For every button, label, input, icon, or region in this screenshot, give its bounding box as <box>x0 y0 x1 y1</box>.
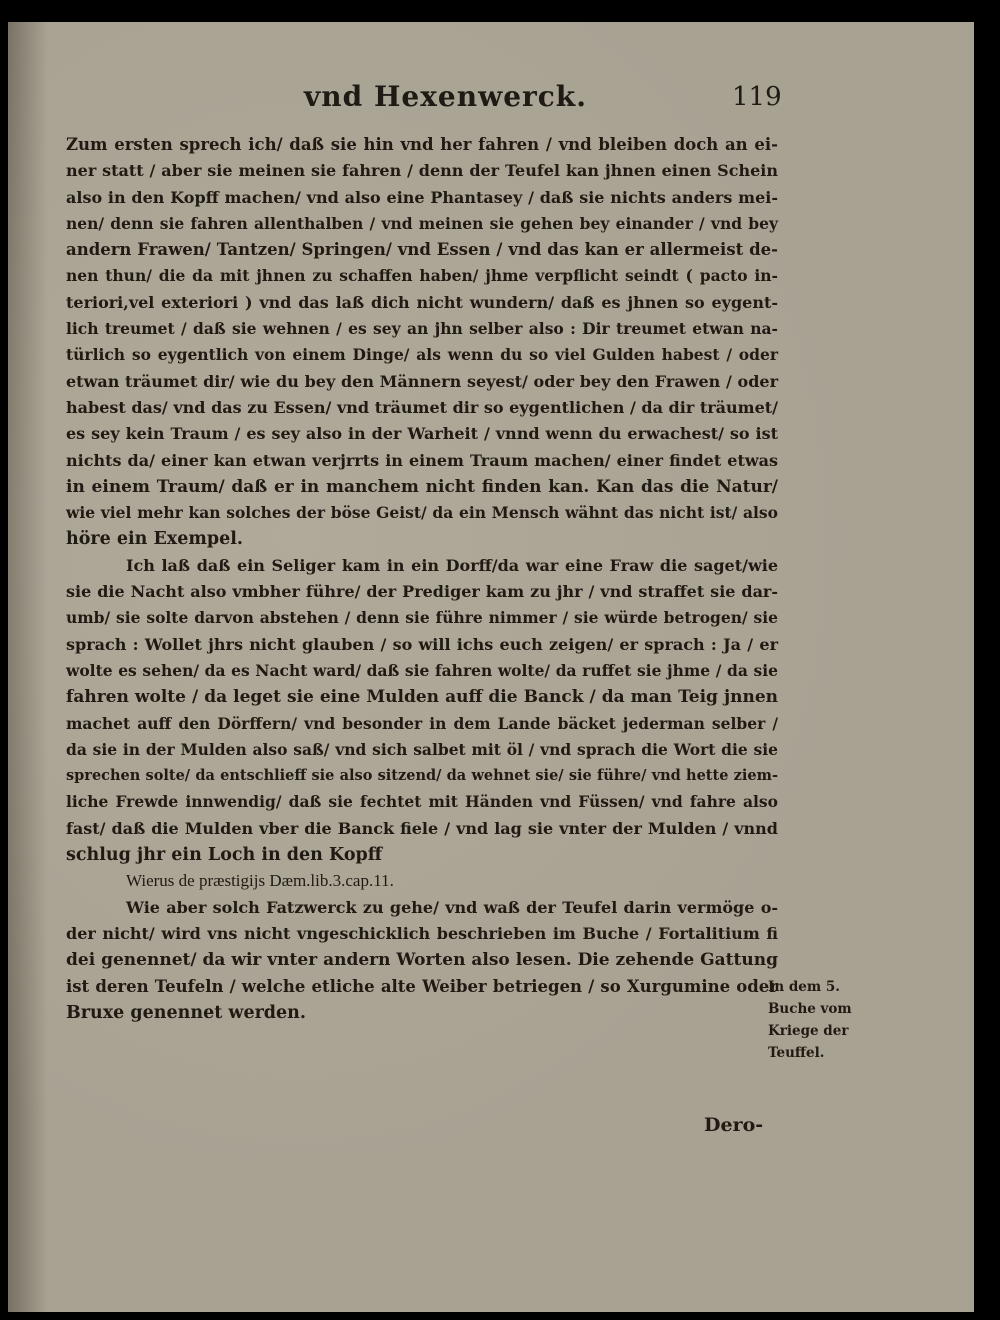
marginal-note-line: In dem 5. <box>768 979 840 995</box>
text-line: der nicht/ wird vns nicht vngeschicklich beschrieben im Buche / Fortalitium fi <box>66 923 778 943</box>
text-line: da sie in der Mulden also saß/ vnd sich salbet mit öl / vnd sprach die Wort die sie <box>66 739 778 759</box>
text-line: höre ein Exempel. <box>66 529 243 550</box>
marginal-note <box>768 976 878 1064</box>
text-line: wolte es sehen/ da es Nacht ward/ daß sie fahren wolte/ da ruffet sie jhme / da sie <box>66 660 778 680</box>
text-line: in einem Traum/ daß er in manchem nicht finden kan. Kan das die Natur/ <box>66 476 778 497</box>
text-line: sprechen solte/ da entschlieff sie also sitzend/ da wehnet sie/ sie führe/ vnd hette ziem- <box>66 767 778 785</box>
text-line: teriori,vel exteriori ) vnd das laß dich nicht wundern/ daß es jhnen so eygent- <box>66 292 778 312</box>
body-text <box>66 132 778 1026</box>
text-line: es sey kein Traum / es sey also in der Warheit / vnnd wenn du erwachest/ so ist <box>66 424 778 444</box>
text-line: etwan träumet dir/ wie du bey den Männern seyest/ oder bey den Frawen / oder <box>66 371 778 391</box>
citation-line: Wierus de præstigijs Dæm.lib.3.cap.11. <box>126 871 394 891</box>
text-line: ner statt / aber sie meinen sie fahren / denn der Teufel kan jhnen einen Schein <box>66 161 778 181</box>
text-line: nen thun/ die da mit jhnen zu schaffen haben/ jhme verpflicht seindt ( pacto in- <box>66 266 778 286</box>
marginal-note-line: Teuffel. <box>768 1045 825 1061</box>
text-line: Ich laß daß ein Seliger kam in ein Dorff/da war eine Fraw die saget/wie <box>126 555 778 575</box>
marginal-note-line: Kriege der <box>768 1023 849 1039</box>
text-line: Wie aber solch Fatzwerck zu gehe/ vnd waß der Teufel darin vermöge o- <box>126 897 778 917</box>
text-line: fahren wolte / da leget sie eine Mulden auff die Banck / da man Teig jnnen <box>66 687 778 708</box>
text-line: schlug jhr ein Loch in den Kopff <box>66 845 383 866</box>
text-line: lich treumet / daß sie wehnen / es sey an jhn selber also : Dir treumet etwan na- <box>66 319 778 339</box>
text-line: also in den Kopff machen/ vnd also eine Phantasey / daß sie nichts anders mei- <box>66 187 778 207</box>
text-line: habest das/ vnd das zu Essen/ vnd träumet dir so eygentlichen / da dir träumet/ <box>66 397 778 417</box>
text-line: dei genennet/ da wir vnter andern Worten also lesen. Die zehende Gattung <box>66 950 778 971</box>
text-line: Bruxe genennet werden. <box>66 1002 306 1023</box>
text-line: wie viel mehr kan solches der böse Geist/ da ein Mensch wähnt das nicht ist/ also <box>66 503 778 523</box>
page-number: 119 <box>732 82 782 112</box>
text-line: Zum ersten sprech ich/ daß sie hin vnd her fahren / vnd bleiben doch an ei- <box>66 135 778 154</box>
page-header <box>8 80 974 120</box>
marginal-note-line: Buche vom <box>768 1001 852 1017</box>
text-line: fast/ daß die Mulden vber die Banck fiele / vnd lag sie vnter der Mulden / vnnd <box>66 818 778 838</box>
text-line: andern Frawen/ Tantzen/ Springen/ vnd Essen / vnd das kan er allermeist de- <box>66 240 778 260</box>
text-line: nichts da/ einer kan etwan verjrrts in einem Traum machen/ einer findet etwas <box>66 450 778 470</box>
text-line: machet auff den Dörffern/ vnd besonder in dem Lande bäcket jederman selber / <box>66 713 778 733</box>
text-line: sprach : Wollet jhrs nicht glauben / so will ichs euch zeigen/ er sprach : Ja / er <box>66 634 778 654</box>
text-line: sie die Nacht also vmbher führe/ der Prediger kam zu jhr / vnd straffet sie dar- <box>66 582 778 602</box>
running-head: vnd Hexenwerck. <box>304 80 587 113</box>
book-page <box>8 22 974 1312</box>
text-line: nen/ denn sie fahren allenthalben / vnd meinen sie gehen bey einander / vnd bey <box>66 213 778 233</box>
text-line: liche Frewde innwendig/ daß sie fechtet mit Händen vnd Füssen/ vnd fahre also <box>66 792 778 812</box>
catchword: Dero- <box>704 1114 764 1136</box>
text-line: ist deren Teufeln / welche etliche alte Weiber betriegen / so Xurgumine oder <box>66 976 778 996</box>
text-line: türlich so eygentlich von einem Dinge/ als wenn du so viel Gulden habest / oder <box>66 345 778 365</box>
text-line: umb/ sie solte darvon abstehen / denn sie führe nimmer / sie würde betrogen/ sie <box>66 608 778 628</box>
